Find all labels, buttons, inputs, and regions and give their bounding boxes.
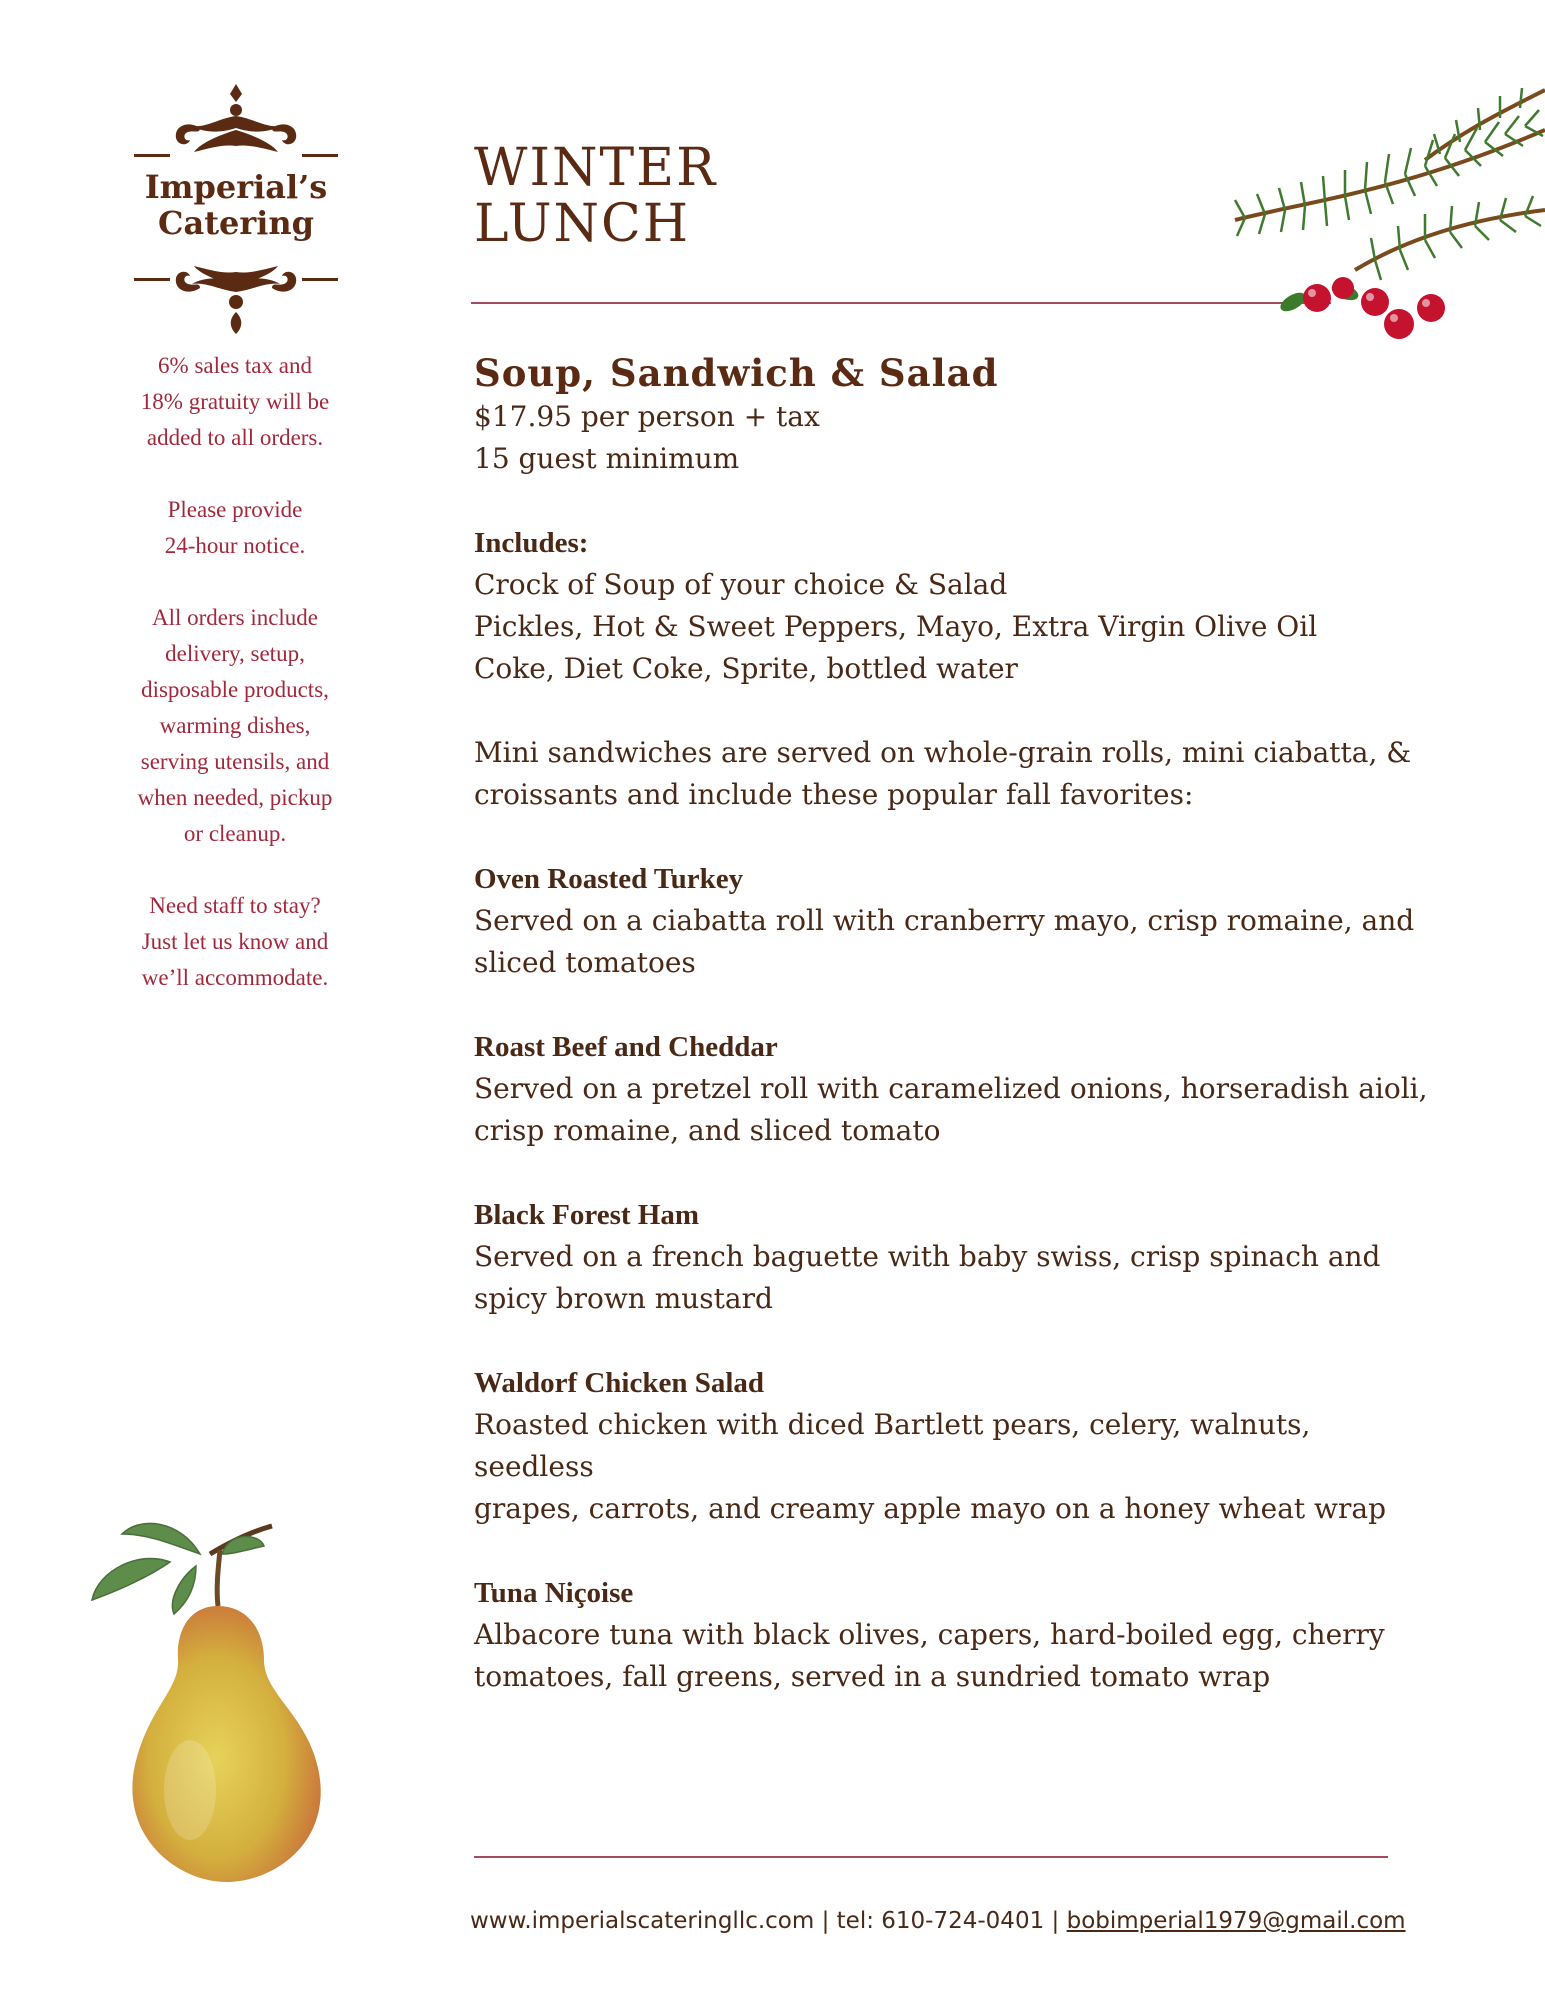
pine-branch-icon — [1205, 70, 1545, 370]
menu-item — [474, 1026, 1434, 1152]
menu-item — [474, 1572, 1434, 1698]
intro-text: Mini sandwiches are served on whole-grain rolls, mini ciabatta, & — [474, 736, 1412, 769]
menu-price: $17.95 per person + tax — [474, 400, 820, 433]
includes-item: Coke, Diet Coke, Sprite, bottled water — [474, 652, 1018, 685]
menu-content — [474, 350, 1434, 1698]
includes-label: Includes: — [474, 527, 589, 559]
item-description: grapes, carrots, and creamy apple mayo on a honey wheat wrap — [474, 1492, 1387, 1525]
item-name: Tuna Niçoise — [474, 1577, 634, 1609]
intro-text: croissants and include these popular fall favorites: — [474, 778, 1194, 811]
phone-number: tel: 610-724-0401 — [836, 1908, 1045, 1934]
top-divider — [471, 302, 1331, 304]
website-link[interactable]: www.imperialscateringllc.com — [470, 1908, 815, 1934]
item-name: Black Forest Ham — [474, 1199, 699, 1231]
logo-line-2: Catering — [158, 204, 314, 242]
item-description: Served on a french baguette with baby swiss, crisp spinach and — [474, 1240, 1381, 1273]
item-name: Roast Beef and Cheddar — [474, 1031, 778, 1063]
pear-icon — [50, 1510, 370, 1890]
item-description: Served on a ciabatta roll with cranberry mayo, crisp romaine, and — [474, 904, 1415, 937]
includes-item: Pickles, Hot & Sweet Peppers, Mayo, Extra Virgin Olive Oil — [474, 610, 1318, 643]
menu-minimum: 15 guest minimum — [474, 442, 740, 475]
email-link[interactable]: bobimperial1979@gmail.com — [1066, 1908, 1406, 1934]
item-name: Oven Roasted Turkey — [474, 863, 744, 895]
notice-note: Please provide 24-hour notice. — [164, 497, 306, 558]
menu-heading: Soup, Sandwich & Salad — [474, 351, 999, 395]
item-description: spicy brown mustard — [474, 1282, 773, 1315]
item-description: Served on a pretzel roll with caramelized onions, horseradish aioli, — [474, 1072, 1428, 1105]
menu-item — [474, 1362, 1434, 1530]
staff-note: Need staff to stay? Just let us know and we’ll accommodate. — [141, 893, 329, 990]
logo-line-1: Imperial’s — [144, 168, 328, 206]
item-description: crisp romaine, and sliced tomato — [474, 1114, 941, 1147]
menu-item — [474, 858, 1434, 984]
includes-note: All orders include delivery, setup, disposable products, warming dishes, serving utensils, and when needed, pickup or cleanup. — [137, 605, 333, 846]
logo — [120, 80, 352, 340]
item-description: sliced tomatoes — [474, 946, 696, 979]
item-description: Roasted chicken with diced Bartlett pears, celery, walnuts, seedless — [474, 1408, 1311, 1483]
bottom-divider — [474, 1856, 1388, 1858]
footer-contact: www.imperialscateringllc.com | tel: 610-724-0401 | bobimperial1979@gmail.com — [470, 1908, 1406, 1934]
includes-item: Crock of Soup of your choice & Salad — [474, 568, 1008, 601]
item-name: Waldorf Chicken Salad — [474, 1367, 765, 1399]
item-description: Albacore tuna with black olives, capers, hard-boiled egg, cherry — [474, 1618, 1385, 1651]
sidebar-notes — [105, 348, 365, 1032]
item-description: tomatoes, fall greens, served in a sundried tomato wrap — [474, 1660, 1271, 1693]
page-title: WINTER LUNCH — [474, 138, 718, 254]
tax-note: 6% sales tax and 18% gratuity will be added to all orders. — [140, 353, 330, 450]
menu-item — [474, 1194, 1434, 1320]
